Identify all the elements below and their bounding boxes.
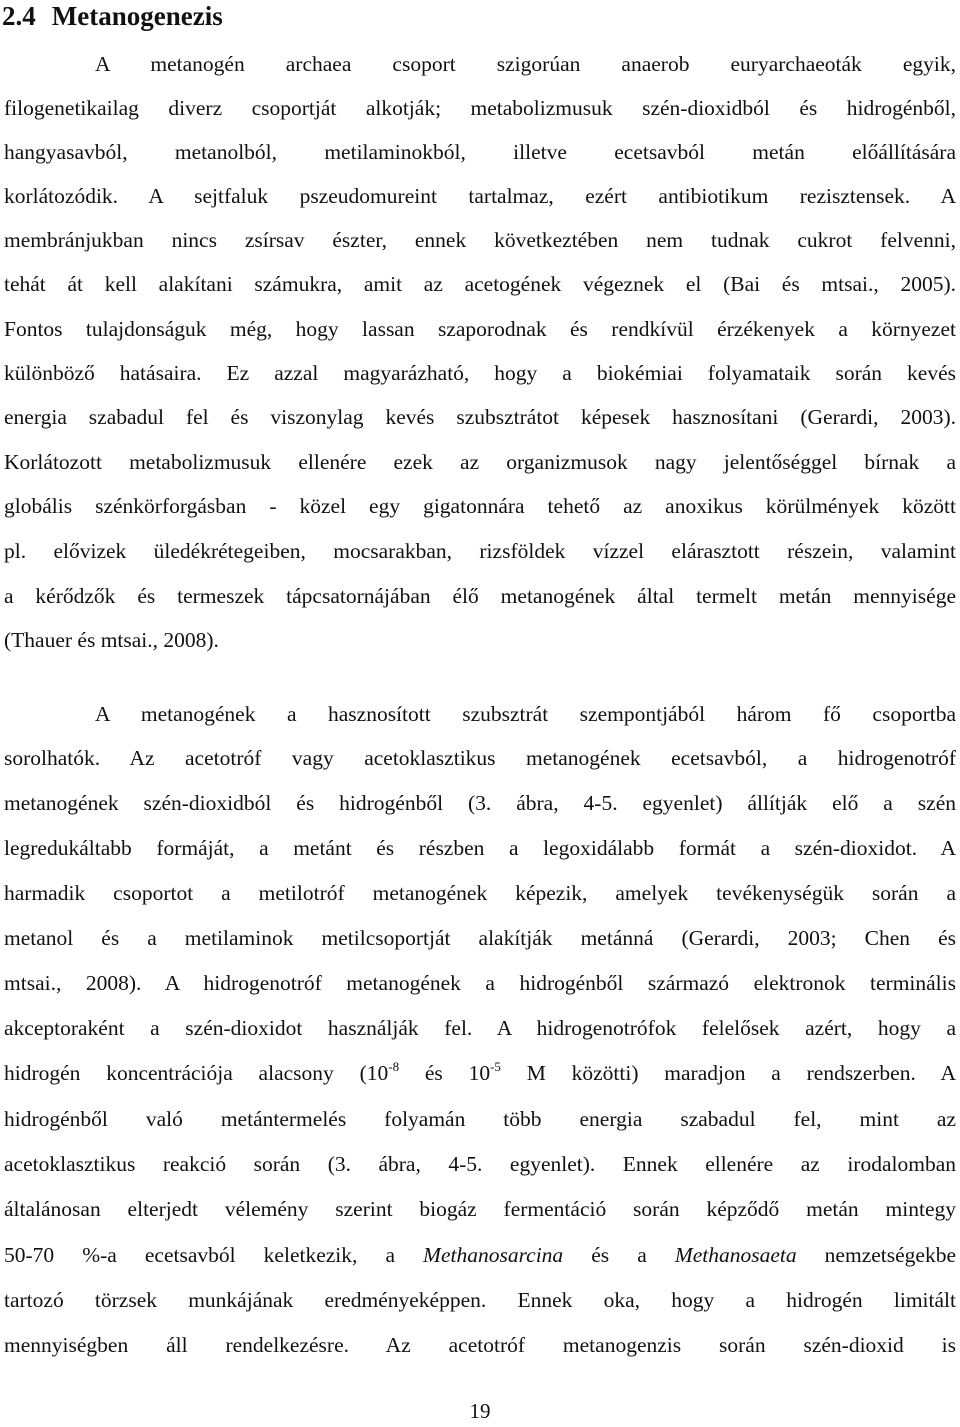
paragraph-line: (Thauer és mtsai., 2008). [4, 628, 219, 652]
text-span: M közötti) maradjon a rendszerben. A [500, 1061, 956, 1085]
section-number: 2.4 [2, 1, 36, 31]
section-heading [2, 0, 223, 36]
text-span: és a [563, 1243, 675, 1267]
genus-name: Methanosaeta [674, 1243, 797, 1267]
paragraph-line: A metanogének a hasznosított szubsztrát szempontjából három fő csoportba [95, 702, 956, 726]
text-span: és 10 [399, 1061, 491, 1085]
paragraph-line: metanol és a metilaminok metilcsoportját alakítják metánná (Gerardi, 2003; Chen és [4, 926, 956, 950]
paragraph-line: pl. elővizek üledékrétegeiben, mocsarakban, rizsföldek vízzel elárasztott részein, valamint [4, 539, 956, 563]
paragraph-line: korlátozódik. A sejtfaluk pszeudomureint tartalmaz, ezért antibiotikum rezisztensek. A [4, 184, 956, 208]
exponent: -8 [388, 1059, 400, 1074]
paragraph-line: legredukáltabb formáját, a metánt és részben a legoxidálabb formát a szén-dioxidot. A [4, 836, 956, 860]
paragraph-line: akceptoraként a szén-dioxidot használják fel. A hidrogenotrófok felelősek azért, hogy a [4, 1016, 956, 1040]
paragraph-line: tartozó törzsek munkájának eredményeképpen. Ennek oka, hogy a hidrogén limitált [4, 1288, 956, 1312]
paragraph-line: globális szénkörforgásban - közel egy gigatonnára tehető az anoxikus körülmények között [4, 494, 956, 518]
paragraph-line: energia szabadul fel és viszonylag kevés szubsztrátot képesek hasznosítani (Gerardi, 2003). [4, 405, 956, 429]
paragraph-line: tehát át kell alakítani számukra, amit az acetogének végeznek el (Bai és mtsai., 2005). [4, 272, 956, 296]
paragraph-line: sorolhatók. Az acetotróf vagy acetoklasztikus metanogének ecetsavból, a hidrogenotróf [4, 746, 956, 770]
genus-name: Methanosarcina [423, 1243, 564, 1267]
paragraph-line: hidrogénből való metántermelés folyamán több energia szabadul fel, mint az [4, 1107, 956, 1131]
paragraph-line-with-exponents [4, 1051, 956, 1095]
paragraph-line: mtsai., 2008). A hidrogenotróf metanogének a hidrogénből származó elektronok terminális [4, 971, 956, 995]
paragraph-line: A metanogén archaea csoport szigorúan anaerob euryarchaeoták egyik, [95, 52, 956, 76]
text-span: nemzetségekbe [796, 1243, 957, 1267]
paragraph-line: acetoklasztikus reakció során (3. ábra, 4-5. egyenlet). Ennek ellenére az irodalomban [4, 1152, 956, 1176]
paragraph-line-with-genus-names [4, 1233, 956, 1277]
paragraph-line: Fontos tulajdonságuk még, hogy lassan szaporodnak és rendkívül érzékenyek a környezet [4, 317, 956, 341]
page-number: 19 [469, 1399, 491, 1423]
paragraph-line: harmadik csoportot a metilotróf metanogének képezik, amelyek tevékenységük során a [4, 881, 956, 905]
paragraph-line: Korlátozott metabolizmusuk ellenére ezek az organizmusok nagy jelentőséggel bírnak a [4, 450, 956, 474]
paragraph-line: a kérődzők és termeszek tápcsatornájában élő metanogének által termelt metán mennyisége [4, 584, 956, 608]
paragraph-line: membránjukban nincs zsírsav észter, ennek következtében nem tudnak cukrot felvenni, [4, 228, 956, 252]
paragraph-line: mennyiségben áll rendelkezésre. Az acetotróf metanogenzis során szén-dioxid is [4, 1333, 956, 1357]
paragraph-line: általánosan elterjedt vélemény szerint biogáz fermentáció során képződő metán mintegy [4, 1197, 956, 1221]
paragraph-line: metanogének szén-dioxidból és hidrogénből (3. ábra, 4-5. egyenlet) állítják elő a szén [4, 791, 956, 815]
paragraph-line: különböző hatásaira. Ez azzal magyarázható, hogy a biokémiai folyamataik során kevés [4, 361, 956, 385]
section-title: Metanogenezis [51, 1, 223, 31]
exponent: -5 [490, 1059, 501, 1074]
text-span: hidrogén koncentrációja alacsony (10 [4, 1061, 389, 1085]
paragraph-line: filogenetikailag diverz csoportját alkotják; metabolizmusuk szén-dioxidból és hidrogénből, [4, 96, 956, 120]
text-span: 50-70 %-a ecetsavból keletkezik, a [4, 1243, 424, 1267]
paragraph-line: hangyasavból, metanolból, metilaminokból, illetve ecetsavból metán előállítására [4, 140, 956, 164]
